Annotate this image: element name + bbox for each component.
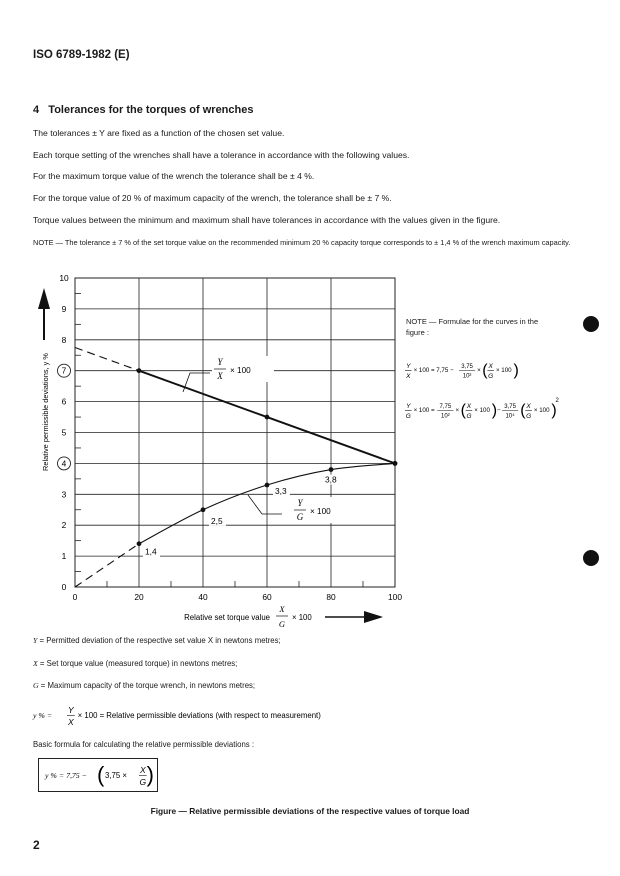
data-label: 3,8 <box>325 474 337 485</box>
section-number: 4 <box>33 104 40 116</box>
data-point <box>137 541 142 546</box>
data-point <box>265 415 270 420</box>
axis-frac-den: G <box>278 619 286 629</box>
y-tick-label: 9 <box>61 303 67 314</box>
paren-close: ) <box>146 762 155 787</box>
chart-grid <box>75 278 395 587</box>
x-tick-label: 80 <box>326 592 336 602</box>
frac-den: 10² <box>441 413 450 420</box>
data-point <box>265 483 270 488</box>
leader-line-lower <box>248 495 282 514</box>
paragraph: Torque values between the minimum and maximum shall have tolerances in accordance with the values given in the figure. <box>33 215 501 225</box>
paren: ) <box>551 402 557 419</box>
y-axis-arrow-head <box>38 288 50 309</box>
frac-num: Y <box>406 363 411 370</box>
definition-y <box>33 636 281 645</box>
y-tick-label: 5 <box>61 427 67 438</box>
frac-den: G <box>526 413 532 420</box>
side-formula-1 <box>405 356 565 392</box>
data-point <box>329 467 334 472</box>
section-title: Tolerances for the torques of wrenches <box>48 104 254 116</box>
y-tick-label: 0 <box>61 582 67 592</box>
side-note-title: NOTE — Formulae for the curves in the figure : <box>406 317 539 337</box>
paren: ( <box>482 362 488 379</box>
y-tick-label: 7 <box>61 365 67 376</box>
y-tick-label: 8 <box>61 334 67 345</box>
chart-labels <box>143 356 354 557</box>
data-point <box>137 368 142 373</box>
curve-label-lower-suffix: × 100 <box>310 507 331 516</box>
figure-caption: Figure — Relative permissible deviations of the respective values of torque load <box>150 806 470 816</box>
y-tick-label: 4 <box>61 458 67 469</box>
chart-axes <box>38 273 402 629</box>
paragraph: For the torque value of 20 % of maximum capacity of the wrench, the tolerance shall be ± 7 %. <box>33 193 392 203</box>
curve-label-upper-den: X <box>217 371 223 381</box>
curve-label-lower-num: Y <box>297 498 303 508</box>
y-tick-label: 6 <box>61 396 67 407</box>
paren: ( <box>520 402 526 419</box>
paren: ( <box>460 402 466 419</box>
chart-series <box>75 348 397 587</box>
frac-den: G <box>139 777 147 787</box>
frac-num: 3,75 <box>461 364 473 370</box>
axis-frac-suffix: × 100 <box>292 613 312 622</box>
formula-text: × 100 <box>474 407 490 414</box>
paren: ) <box>513 362 519 379</box>
formula-text: × 100 <box>533 407 550 414</box>
definition-g <box>33 681 255 690</box>
x-tick-label: 0 <box>72 592 78 602</box>
ypct-lhs: y % = <box>33 711 53 720</box>
exponent: 2 <box>555 398 559 404</box>
basic-lhs: y % = 7,75 − <box>45 771 87 780</box>
paragraph: For the maximum torque value of the wrench the tolerance shall be ± 4 %. <box>33 171 315 181</box>
y-tick-label: 1 <box>61 551 67 562</box>
frac-den: G <box>405 413 411 420</box>
punch-hole-mark <box>583 316 599 332</box>
basic-formula-label: Basic formula for calculating the relative permissible deviations : <box>33 740 255 749</box>
y-tick-label: 3 <box>61 489 67 500</box>
document-header: ISO 6789-1982 (E) <box>33 49 130 61</box>
data-label: 3,3 <box>275 486 287 497</box>
formula-text: × <box>477 367 481 374</box>
y-tick-label: 10 <box>59 273 69 283</box>
y-tick-label: 2 <box>61 520 67 531</box>
data-label: 2,5 <box>211 515 223 526</box>
formula-text: × 100 = <box>413 407 435 414</box>
leader-line-upper <box>183 373 210 392</box>
page-number: 2 <box>33 838 40 852</box>
paragraph: Each torque setting of the wrenches shall have a tolerance in accordance with the following values. <box>33 150 410 160</box>
curve-label-upper-suffix: × 100 <box>230 366 251 375</box>
definition-text: = Set torque value (measured torque) in newtons metres; <box>37 659 238 668</box>
y-axis-label: Relative permissible deviations, y % <box>41 353 50 471</box>
basic-coef: 3,75 × <box>105 771 127 780</box>
frac-num: X <box>140 765 146 775</box>
frac-num: X <box>466 403 472 410</box>
frac-num: X <box>526 403 531 410</box>
frac-den: G <box>488 373 494 380</box>
paragraph: The tolerances ± Y are fixed as a function of the chosen set value. <box>33 128 285 138</box>
definition-x <box>33 659 237 668</box>
x-tick-label: 60 <box>262 592 272 602</box>
frac-den: G <box>466 413 472 420</box>
data-point <box>393 461 398 466</box>
frac-den: X <box>68 717 74 727</box>
frac-num: Y <box>406 403 411 410</box>
symbol: X <box>33 659 38 668</box>
paren: ) <box>491 402 498 419</box>
ypct-rest: × 100 = Relative permissible deviations (with respect to measurement) <box>77 711 321 720</box>
x-axis-arrow-head <box>364 611 383 623</box>
tolerance-note: NOTE — The tolerance ± 7 % of the set torque value on the recommended minimum 20 % capacity torque corresponds to ± 1,4 % of the wrench maximum capacity. <box>33 238 571 247</box>
data-point <box>201 507 206 512</box>
formula-text: × 100 = 7,75 − <box>413 367 454 374</box>
axis-frac-num: X <box>279 604 285 614</box>
x-tick-label: 100 <box>388 592 402 602</box>
definition-text: = Maximum capacity of the torque wrench, in newtons metres; <box>38 681 256 690</box>
definition-text: = Permitted deviation of the respective set value X in newtons metres; <box>37 636 281 645</box>
symbol: G <box>33 681 39 690</box>
punch-hole-mark <box>583 550 599 566</box>
x-axis-label: Relative set torque value <box>184 613 270 622</box>
data-label: 1,4 <box>145 546 157 557</box>
frac-den: 10² <box>462 373 472 380</box>
formula-text: × <box>455 407 460 414</box>
frac-den: 10⁴ <box>505 413 515 420</box>
frac-num: 3,75 <box>504 404 516 410</box>
series-dashed-extension <box>75 348 139 371</box>
frac-num: Y <box>68 705 74 715</box>
x-tick-label: 20 <box>134 592 144 602</box>
curve-label-upper-num: Y <box>217 357 223 367</box>
curve-label-lower-den: G <box>296 512 304 522</box>
frac-den: X <box>406 373 411 380</box>
basic-formula-box <box>38 758 158 792</box>
symbol: Y <box>33 636 38 645</box>
frac-num: X <box>488 363 493 370</box>
formula-text: − <box>496 407 501 414</box>
side-formula-2 <box>405 396 565 432</box>
x-tick-label: 40 <box>198 592 208 602</box>
frac-num: 7,75 <box>439 404 452 410</box>
paren-open: ( <box>97 762 105 787</box>
ypct-definition <box>33 703 393 735</box>
formula-text: × 100 <box>495 367 512 374</box>
series-dashed-extension <box>75 544 139 587</box>
